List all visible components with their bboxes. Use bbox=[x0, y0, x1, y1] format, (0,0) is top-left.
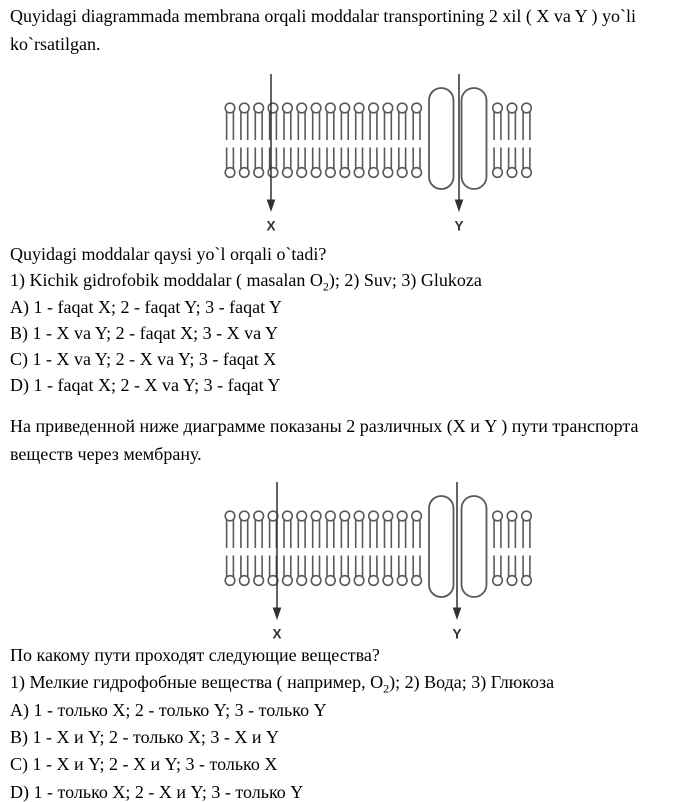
arrowhead-x-icon bbox=[267, 200, 276, 213]
label-y: Y bbox=[452, 626, 462, 640]
lipid-bilayer-left bbox=[225, 103, 421, 177]
protein-subunit-right bbox=[462, 496, 487, 597]
lipid-bilayer-right bbox=[493, 511, 532, 585]
lipid-bilayer-right bbox=[493, 103, 532, 177]
label-x: X bbox=[266, 218, 276, 232]
ru-option-c: C) 1 - X и Y; 2 - X и Y; 3 - только X bbox=[10, 754, 278, 775]
membrane-diagram-1 bbox=[0, 70, 686, 232]
uz-option-d: D) 1 - faqat X; 2 - X va Y; 3 - faqat Y bbox=[10, 375, 281, 396]
protein-subunit-right bbox=[462, 88, 487, 189]
membrane-diagram-2 bbox=[0, 478, 686, 640]
arrowhead-x-icon bbox=[273, 608, 282, 621]
ru-intro-line-1: На приведенной ниже диаграмме показаны 2 различных (X и Y ) пути транспорта bbox=[10, 416, 639, 436]
uz-intro-paragraph bbox=[10, 2, 636, 58]
arrowhead-y-icon bbox=[453, 608, 462, 621]
arrowhead-y-icon bbox=[455, 200, 464, 213]
pathway-x-arrow bbox=[267, 74, 276, 212]
lipid-bilayer-left bbox=[225, 511, 421, 585]
ru-question-block bbox=[10, 642, 554, 802]
uz-question-block bbox=[10, 241, 482, 399]
uz-option-a: A) 1 - faqat X; 2 - faqat Y; 3 - faqat Y bbox=[10, 296, 282, 317]
ru-option-a: A) 1 - только X; 2 - только Y; 3 - только Y bbox=[10, 699, 327, 720]
ru-substances-line: 1) Мелкие гидрофобные вещества ( например, $O_2$); 2) Вода; 3) Глюкоза bbox=[10, 672, 555, 696]
uz-option-c: C) 1 - X va Y; 2 - X va Y; 3 - faqat X bbox=[10, 349, 277, 370]
subscript-2: 2 bbox=[383, 681, 390, 696]
uz-question: Quyidagi moddalar qaysi yo`l orqali o`tadi? bbox=[10, 244, 327, 264]
subscript-2: 2 bbox=[322, 279, 329, 294]
label-y: Y bbox=[454, 218, 464, 232]
transport-protein bbox=[429, 88, 487, 189]
ru-question: По какому пути проходят следующие вещества? bbox=[10, 644, 380, 665]
uz-intro-line-2: ko`rsatilgan. bbox=[10, 34, 101, 54]
uz-substances-line: 1) Kichik gidrofobik moddalar ( masalan $O_2$); 2) Suv; 3) Glukoza bbox=[10, 270, 482, 294]
pathway-x-arrow bbox=[273, 482, 282, 620]
protein-subunit-left bbox=[429, 496, 454, 597]
protein-subunit-left bbox=[429, 88, 454, 189]
ru-option-b: B) 1 - X и Y; 2 - только X; 3 - X и Y bbox=[10, 726, 280, 747]
uz-intro-line-1: Quyidagi diagrammada membrana orqali moddalar transportining 2 xil ( X va Y ) yo`li bbox=[10, 6, 636, 26]
label-x: X bbox=[272, 626, 282, 640]
ru-intro-paragraph bbox=[10, 412, 639, 468]
ru-intro-line-2: веществ через мембрану. bbox=[10, 444, 202, 464]
ru-option-d: D) 1 - только X; 2 - X и Y; 3 - только Y bbox=[10, 781, 304, 802]
uz-option-b: B) 1 - X va Y; 2 - faqat X; 3 - X va Y bbox=[10, 322, 278, 343]
